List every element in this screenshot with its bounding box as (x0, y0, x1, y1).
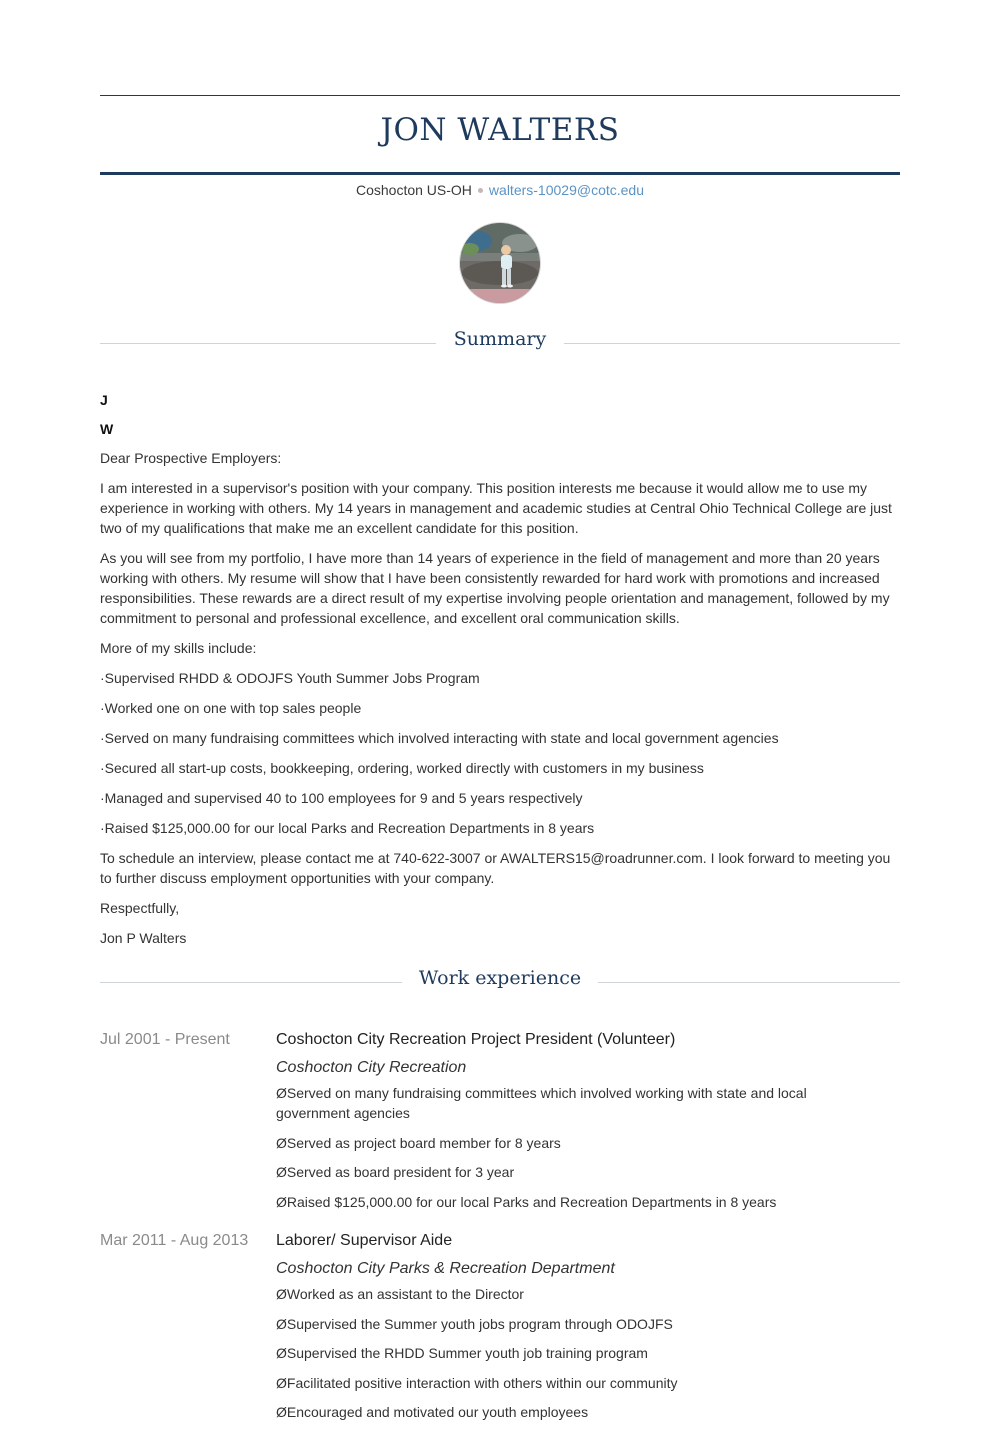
job-dates: Jul 2001 - Present (100, 1031, 230, 1048)
job-bullet: ØRaised $125,000.00 for our local Parks and Recreation Departments in 8 years (276, 1193, 777, 1210)
summary-body (100, 390, 900, 958)
header-bottom-rule (100, 172, 900, 175)
summary-paragraph: More of my skills include: (100, 640, 257, 656)
summary-skill-item: ·Raised $125,000.00 for our local Parks and Recreation Departments in 8 years (100, 820, 595, 836)
job-details (276, 1230, 876, 1432)
job-bullet: ØFacilitated positive interaction with others within our community (276, 1374, 678, 1391)
email-link[interactable]: walters-10029@cotc.edu (488, 182, 644, 198)
summary-initial-last: W (100, 421, 114, 437)
summary-paragraph: To schedule an interview, please contact me at 740-622-3007 or AWALTERS15@roadrunner.com. I look forward to meeting you to further discuss employment opportunities with your company. (100, 850, 891, 886)
job-company: Coshocton City Parks & Recreation Department (276, 1260, 615, 1277)
summary-skill-item: ·Managed and supervised 40 to 100 employees for 9 and 5 years respectively (100, 790, 583, 806)
experience-title: Work experience (418, 967, 582, 989)
summary-skill-item: ·Worked one on one with top sales people (100, 700, 362, 716)
job-company: Coshocton City Recreation (276, 1059, 467, 1076)
job-details (276, 1029, 876, 1221)
avatar (460, 223, 540, 303)
job-role: Laborer/ Supervisor Aide (276, 1232, 453, 1249)
heading-rule-right (598, 982, 900, 983)
summary-paragraph: Dear Prospective Employers: (100, 450, 282, 466)
summary-title: Summary (453, 328, 547, 350)
header-top-rule (100, 95, 900, 96)
summary-signature: Jon P Walters (100, 930, 187, 946)
profile-photo (460, 223, 540, 303)
job-bullet: ØEncouraged and motivated our youth employees (276, 1404, 589, 1420)
separator-dot-icon (478, 188, 483, 193)
summary-closing: Respectfully, (100, 900, 180, 916)
experience-heading (100, 967, 900, 997)
summary-paragraph: I am interested in a supervisor's position with your company. This position interests me because it would allow me to use my experience in working with others. My 14 years in management and academic studies at Central Ohio Technical College are just two of my qualifications that make me an excellent candidate for this position. (100, 480, 892, 536)
summary-skill-item: ·Served on many fundraising committees which involved interacting with state and local government agencies (100, 730, 779, 746)
summary-heading (100, 328, 900, 358)
job-bullet: ØSupervised the RHDD Summer youth job training program (276, 1345, 648, 1361)
heading-rule-right (564, 343, 900, 344)
summary-initial-first: J (100, 392, 108, 408)
job-role: Coshocton City Recreation Project President (Volunteer) (276, 1031, 676, 1048)
job-bullet: ØServed as project board member for 8 years (276, 1134, 561, 1151)
summary-skill-item: ·Secured all start-up costs, bookkeeping, ordering, worked directly with customers in my business (100, 760, 704, 776)
job-bullet: ØServed as board president for 3 year (276, 1164, 515, 1180)
job-bullet: ØWorked as an assistant to the Director (276, 1286, 524, 1302)
contact-line (100, 182, 900, 198)
summary-skill-item: ·Supervised RHDD & ODOJFS Youth Summer Jobs Program (100, 670, 480, 686)
job-bullet: ØServed on many fundraising committees which involved working with state and local government agencies (276, 1085, 807, 1121)
candidate-name: JON WALTERS (380, 112, 620, 148)
job-dates: Mar 2011 - Aug 2013 (100, 1232, 249, 1249)
location-text: Coshocton US-OH (355, 182, 472, 198)
summary-paragraph: As you will see from my portfolio, I have more than 14 years of experience in the field of management and more than 20 years working with others. My resume will show that I have been consistently rewarded for hard work with promotions and increased responsibilities. These rewards are a direct result of my expertise involving people orientation and management, followed by my commitment to personal and professional excellence, and excellent oral communication skills. (100, 550, 890, 626)
job-bullet: ØSupervised the Summer youth jobs program through ODOJFS (276, 1315, 673, 1332)
